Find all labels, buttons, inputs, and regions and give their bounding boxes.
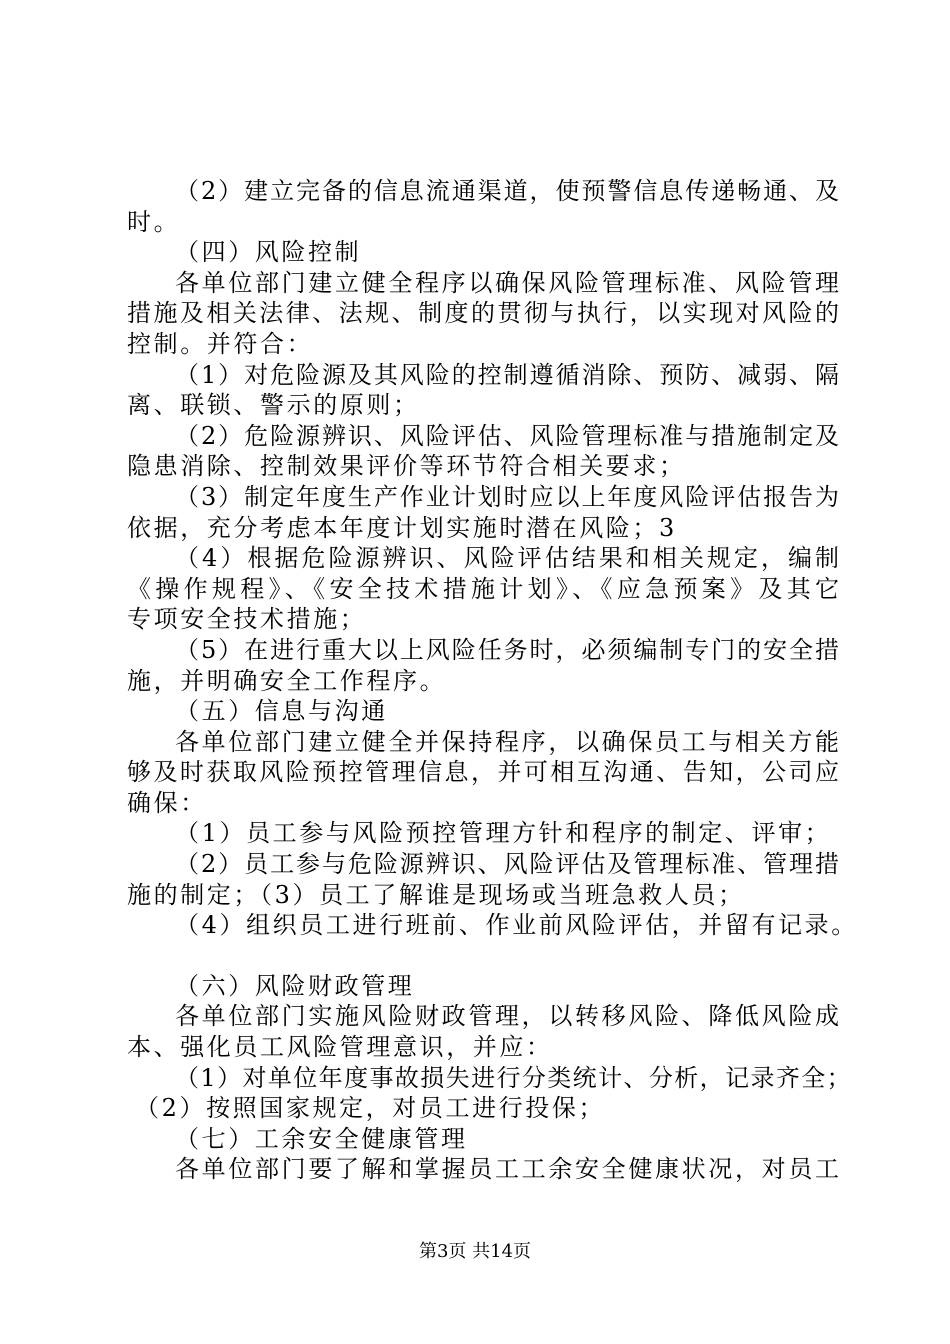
paragraph-line: 控制。并符合：	[127, 329, 314, 358]
paragraph-line: （3）制定年度生产作业计划时应以上年度风险评估报告为	[175, 482, 839, 511]
paragraph-line: 隐患消除、控制效果评价等环节符合相关要求；	[127, 452, 686, 481]
paragraph-line: 各单位部门建立健全程序以确保风险管理标准、风险管理	[175, 268, 839, 297]
paragraph-line: 《操作规程》、《安全技术措施计划》、《应急预案》及其它	[127, 574, 839, 603]
paragraph-line: （2）建立完备的信息流通渠道，使预警信息传递畅通、及	[175, 177, 839, 205]
paragraph-line: 措施及相关法律、法规、制度的贯彻与执行，以实现对风险的	[127, 299, 839, 328]
paragraph-line: 离、联锁、警示的原则；	[127, 391, 420, 420]
section-heading: （六）风险财政管理	[175, 971, 415, 1000]
paragraph-line: （2）按照国家规定，对员工进行投保；	[135, 1094, 606, 1123]
section-heading: （四）风险控制	[175, 238, 362, 267]
paragraph-line: （2）危险源辨识、风险评估、风险管理标准与措施制定及	[175, 421, 839, 450]
paragraph-line: （4）根据危险源辨识、风险评估结果和相关规定，编制	[175, 544, 839, 573]
document-body	[127, 176, 858, 1185]
paragraph-line: 各单位部门实施风险财政管理，以转移风险、降低风险成	[175, 1002, 839, 1031]
paragraph-line: （4）组织员工进行班前、作业前风险评估，并留有记录。	[175, 911, 858, 940]
paragraph-line: 施，并明确安全工作程序。	[127, 666, 447, 695]
section-heading: （七）工余安全健康管理	[175, 1124, 468, 1153]
paragraph-gap	[127, 941, 839, 971]
paragraph-line: 够及时获取风险预控管理信息，并可相互沟通、告知，公司应	[127, 758, 839, 787]
paragraph-line: 各单位部门建立健全并保持程序，以确保员工与相关方能	[175, 727, 839, 756]
paragraph-line: 确保：	[127, 788, 207, 817]
paragraph-line: （1）员工参与风险预控管理方针和程序的制定、评审；	[175, 819, 832, 848]
paragraph-line: 依据，充分考虑本年度计划实施时潜在风险；3	[127, 513, 677, 542]
paragraph-line: （5）在进行重大以上风险任务时，必须编制专门的安全措	[175, 635, 839, 664]
paragraph-line: 专项安全技术措施；	[127, 605, 367, 634]
paragraph-line: 本、强化员工风险管理意识，并应：	[127, 1033, 553, 1062]
paragraph-line: （1）对危险源及其风险的控制遵循消除、预防、减弱、隔	[175, 360, 839, 389]
paragraph-line: 各单位部门要了解和掌握员工工余安全健康状况，对员工	[175, 1155, 839, 1184]
section-heading: （五）信息与沟通	[175, 697, 388, 726]
page-footer: 第3页 共14页	[418, 1241, 532, 1262]
paragraph-line: （2）员工参与危险源辨识、风险评估及管理标准、管理措	[175, 850, 839, 879]
paragraph-line: （1）对单位年度事故损失进行分类统计、分析，记录齐全；	[175, 1063, 853, 1092]
paragraph-line: 时。	[127, 207, 181, 236]
paragraph-line: 施的制定；（3）员工了解谁是现场或当班急救人员；	[127, 880, 745, 909]
